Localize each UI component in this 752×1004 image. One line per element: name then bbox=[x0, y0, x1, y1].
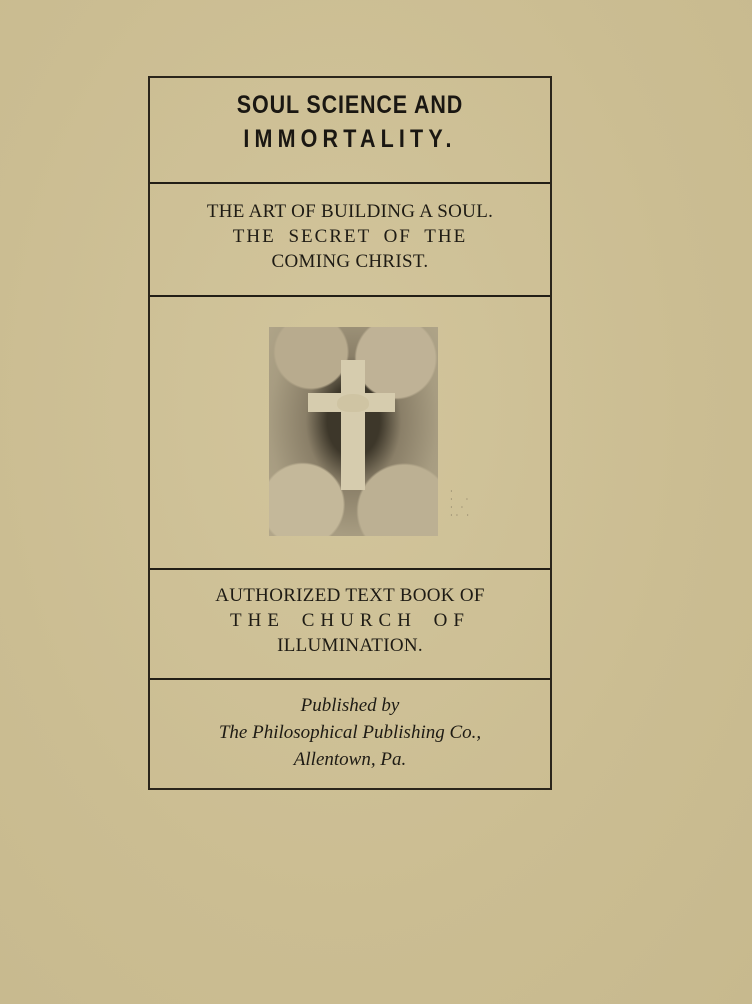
authorization-line-2: THE CHURCH OF bbox=[230, 610, 470, 631]
divider-3 bbox=[150, 568, 550, 570]
book-title-line-2: IMMORTALITY. bbox=[243, 125, 457, 153]
imprint-block bbox=[150, 692, 550, 773]
authorization-line-1: AUTHORIZED TEXT BOOK OF bbox=[215, 585, 485, 606]
subtitle-line-1: THE ART OF BUILDING A SOUL. bbox=[206, 201, 494, 222]
authorization-line-3: ILLUMINATION. bbox=[277, 635, 423, 656]
divider-2 bbox=[150, 295, 550, 297]
imprint-published-by: Published by bbox=[300, 695, 400, 716]
subtitle-line-3: COMING CHRIST. bbox=[271, 251, 429, 272]
divider-4 bbox=[150, 678, 550, 680]
imprint-publisher: The Philosophical Publishing Co., bbox=[218, 722, 482, 743]
subtitle-block bbox=[150, 199, 550, 274]
dove-icon bbox=[337, 394, 369, 412]
divider-1 bbox=[150, 182, 550, 184]
title-page-frame bbox=[148, 76, 552, 790]
cross-vertical-beam bbox=[341, 360, 365, 490]
cross-illustration bbox=[269, 327, 438, 536]
book-title bbox=[178, 88, 522, 156]
book-title-line-1: SOUL SCIENCE AND bbox=[236, 91, 464, 119]
print-specks: · · · · · ·· · bbox=[450, 487, 472, 520]
imprint-place: Allentown, Pa. bbox=[293, 749, 407, 770]
subtitle-line-2: THE SECRET OF THE bbox=[232, 226, 468, 247]
authorization-block bbox=[150, 583, 550, 658]
